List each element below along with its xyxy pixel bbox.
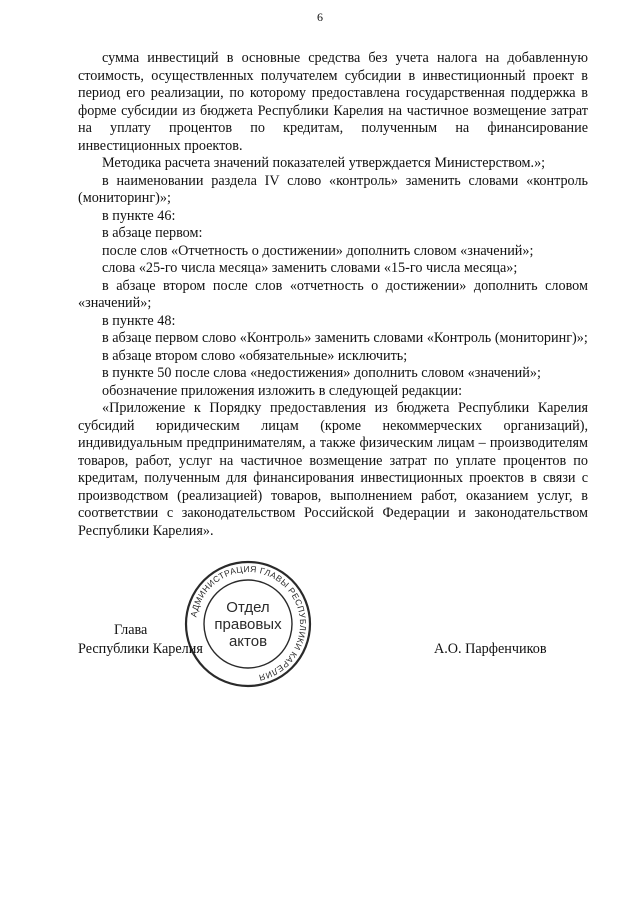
paragraph-month-day: слова «25-го числа месяца» заменить словами «15-го числа месяца»; (102, 260, 518, 276)
paragraph-investment-sum: сумма инвестиций в основные средства без учета налога на добавленную стоимость, осуществленных получателем субсидии в инвестиционный проект в период его реализации, по которому предоставлена государственная поддержка в форме субсидии из бюджета Республики Карелия на частичное возмещение затрат на уплату процентов по кредитам, полученным на финансирование инвестиционных проектов. (78, 50, 588, 154)
paragraph-second-clause: в абзаце втором после слов «отчетность о достижении» дополнить словом «значений»; (78, 277, 588, 311)
document-body (78, 50, 588, 540)
signatory-title (78, 621, 203, 659)
stamp-center-line-2: правовых (214, 616, 282, 633)
stamp-center-line-1: Отдел (226, 599, 270, 616)
paragraph-point-46: в пункте 46: (102, 207, 176, 224)
paragraph-point-50: в пункте 50 после слова «недостижения» дополнить словом «значений»; (102, 365, 541, 381)
paragraph-exclude-mandatory: в абзаце втором слово «обязательные» исключить; (102, 347, 408, 364)
signatory-name: А.О. Парфенчиков (434, 641, 547, 657)
paragraph-appendix-text: «Приложение к Порядку предоставления из бюджета Республики Карелия субсидий юридическим лицам (кроме некоммерческих организаций), индивидуальным предпринимателям, а также физическим лицам – производителям товаров, работ, услуг на частичное возмещение затрат по уплате процентов по кредитам, полученным для финансирования инвестиционных проектов в связи с производством (реализацией) товаров, выполнением работ, оказанием услуг, в соответствии с законодательством Российской Федерации и законодательством Республики Карелия». (78, 400, 588, 539)
paragraph-appendix-designation: обозначение приложения изложить в следующей редакции: (102, 382, 463, 399)
page-number: 6 (317, 10, 323, 24)
stamp-center-line-3: актов (228, 633, 268, 650)
signatory-title-line-1: Глава (114, 622, 148, 638)
paragraph-after-words: после слов «Отчетность о достижении» дополнить словом «значений»; (102, 242, 534, 259)
paragraph-section-iv: в наименовании раздела IV слово «контроль» заменить словами «контроль (мониторинг)»; (78, 172, 588, 206)
paragraph-control-monitoring: в абзаце первом слово «Контроль» заменить словами «Контроль (мониторинг)»; (102, 330, 588, 346)
official-stamp (184, 560, 312, 688)
paragraph-first-clause: в абзаце первом: (102, 225, 203, 241)
paragraph-methodology: Методика расчета значений показателей утверждается Министерством.»; (102, 155, 546, 171)
signatory-title-line-2: Республики Карелия (78, 641, 203, 657)
stamp-ring-text: АДМИНИСТРАЦИЯ ГЛАВЫ РЕСПУБЛИКИ КАРЕЛИЯ (188, 563, 309, 683)
paragraph-point-48: в пункте 48: (102, 312, 176, 329)
